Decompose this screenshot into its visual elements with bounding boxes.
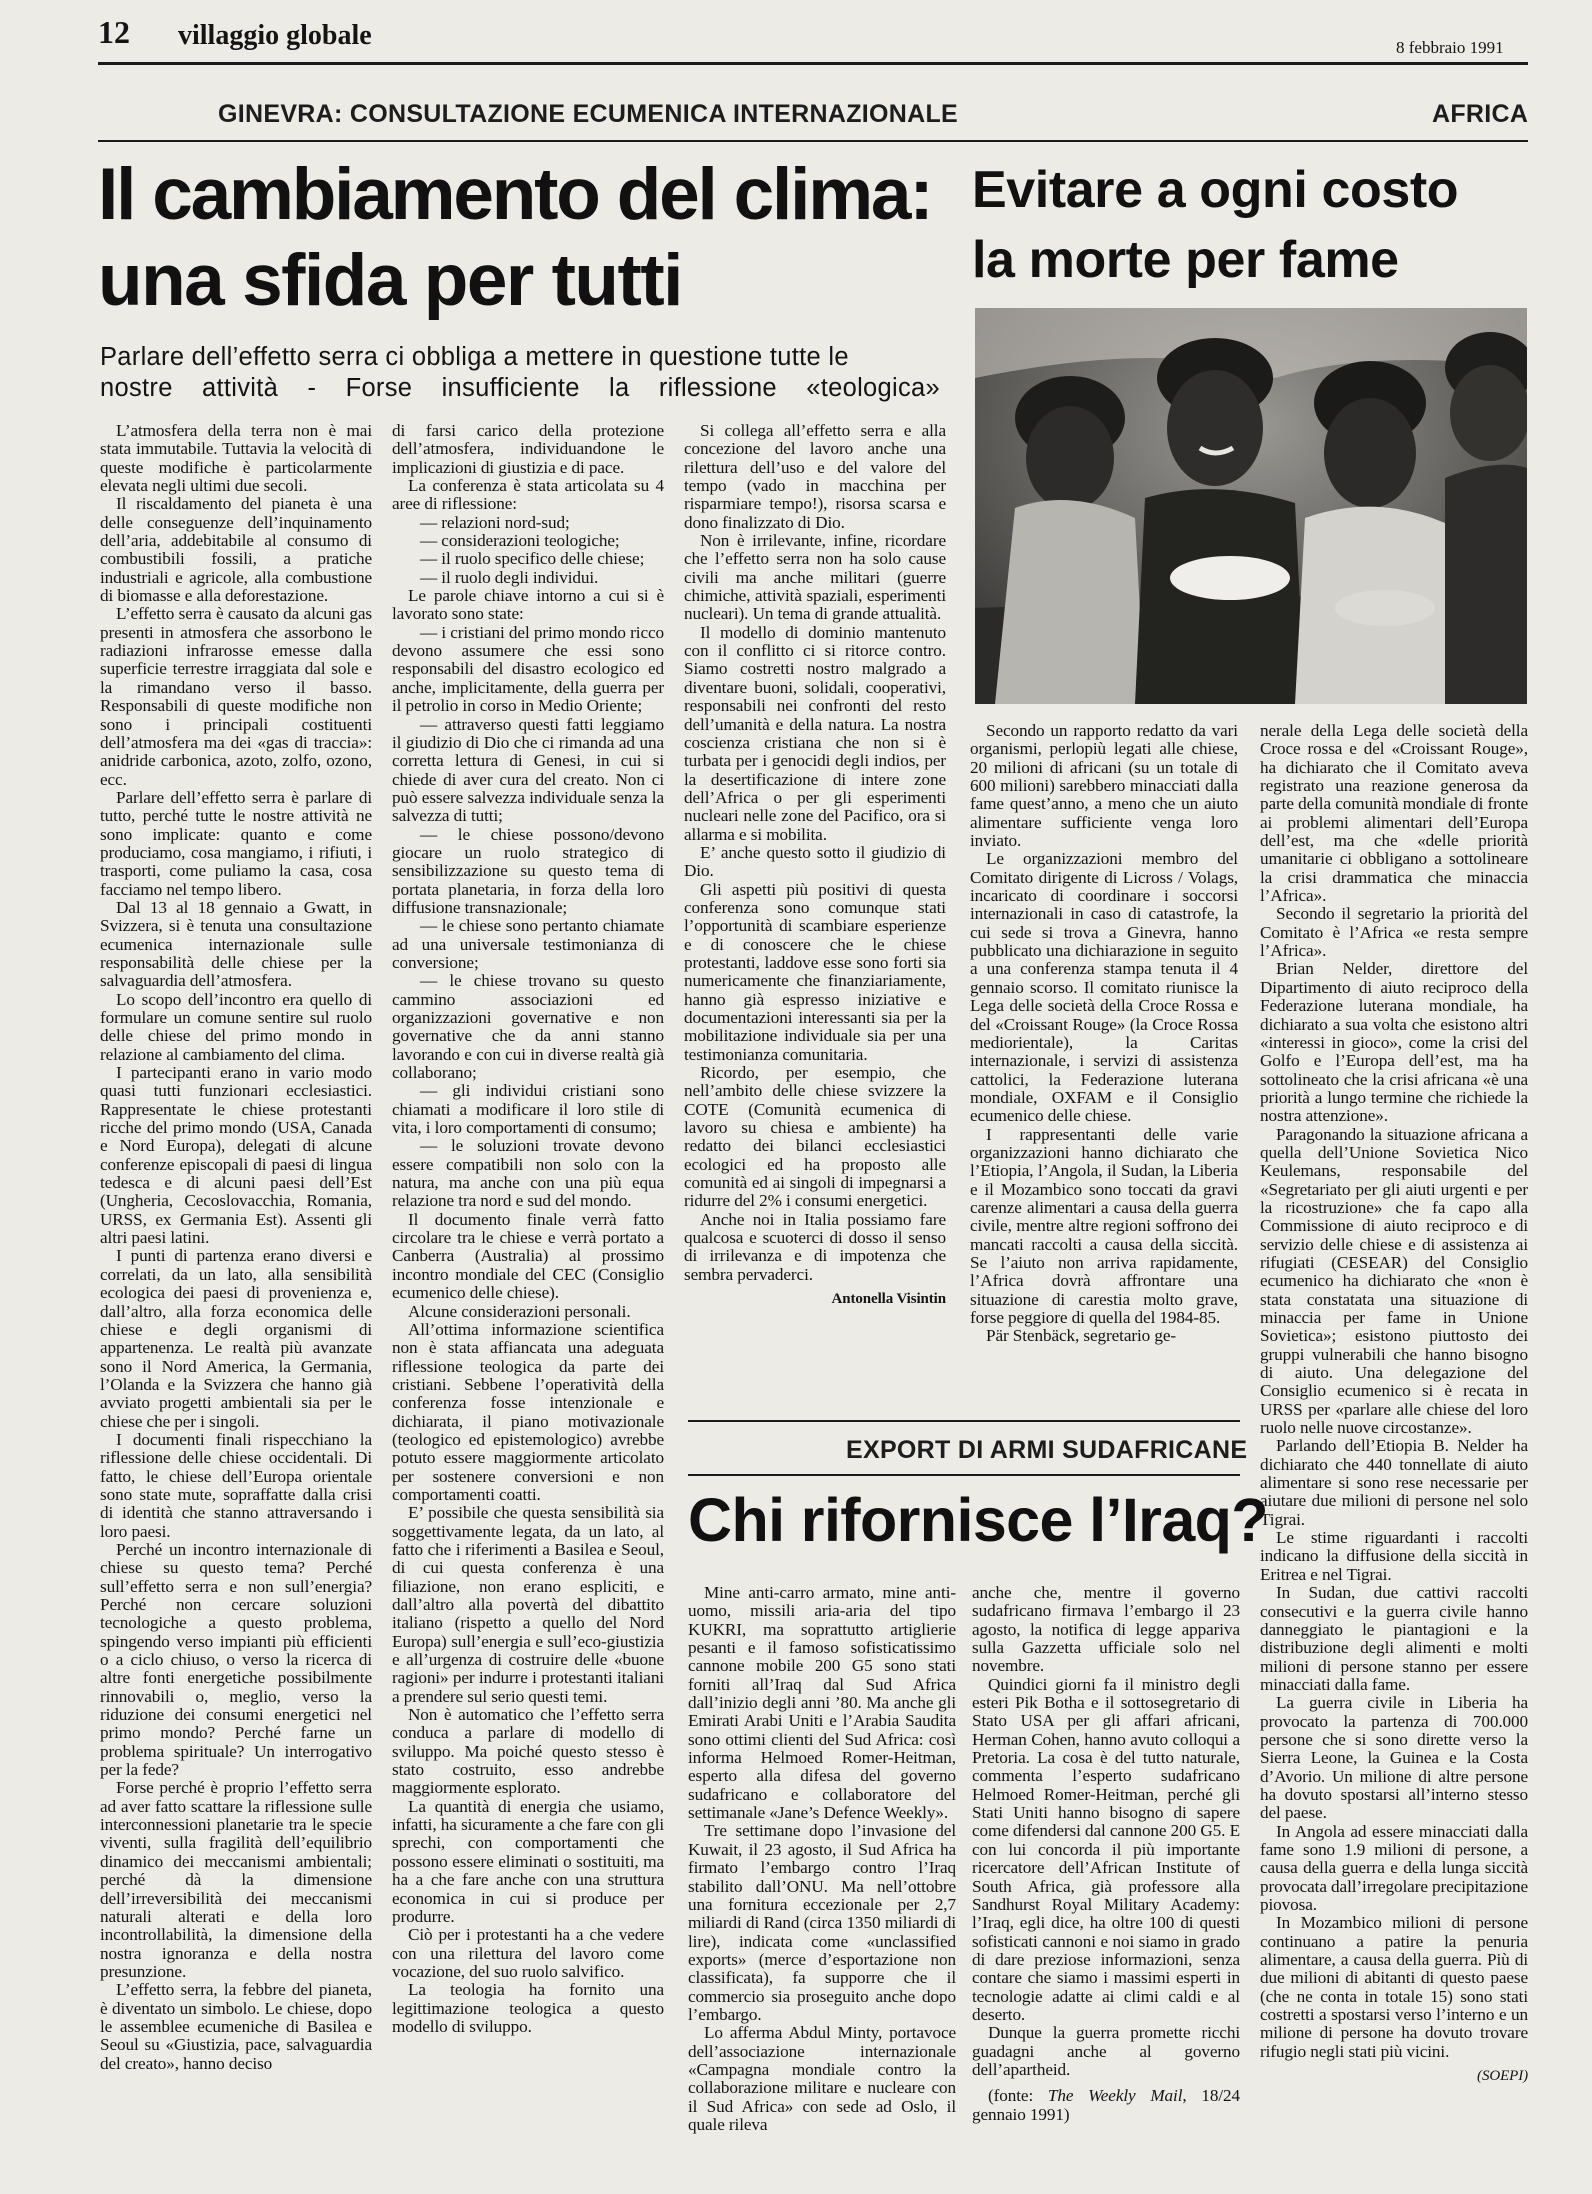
arms-kicker: EXPORT DI ARMI SUDAFRICANE: [846, 1436, 1248, 1464]
paragraph: Mine anti-carro armato, mine anti-uomo, missili aria-aria del tipo KUKRI, ma soprattutto artiglierie pesanti e il famoso sofisticatissimo cannone mobile 200 G5 sono stati forniti all’Iraq dal Sud Africa dall’inizio degli anni ’80. Ma anche gli Emirati Arabi Uniti e l’Arabia Saudita sono ottimi clienti del Sud Africa: così informa Helmoed Romer-Heitman, esperto alla difesa del governo sudafricano e collaboratore del settimanale «Jane’s Defence Weekly».: [688, 1584, 956, 1823]
paragraph: I punti di partenza erano diversi e correlati, da un lato, alla sensibilità ecologica dei paesi di provenienza e, dall’altro, alla forza economica delle chiese e degli organismi di appartenenza. Le realtà più avanzate sono il Nord America, la Germania, l’Olanda e la Svizzera che hanno già avviato progetti ambientali sia per le chiese che per i singoli.: [100, 1246, 372, 1431]
paragraph: Tre settimane dopo l’invasione del Kuwait, il 23 agosto, il Sud Africa ha firmato l’embargo contro l’Iraq stabilito dall’ONU. Ma nell’ottobre una fornitura eccezionale per 2,7 miliardi di Rand (circa 1350 miliardi di lire), indicata come «unclassified exports» (merce d’esportazione non classificata), fa supporre che il commercio sia proseguito anche dopo l’embargo.: [688, 1821, 956, 2024]
paragraph: anche che, mentre il governo sudafricano firmava l’embargo il 23 agosto, la notifica di legge appariva sulla Gazzetta ufficiale solo nel novembre.: [972, 1584, 1240, 1676]
list-item: — considerazioni teologiche;: [420, 531, 620, 551]
left-subhead-line1: Parlare dell’effetto serra ci obbliga a mettere in questione tutte le: [100, 343, 849, 371]
paragraph: Ricordo, per esempio, che nell’ambito delle chiese svizzere la COTE (Comunità ecumenica di lavoro su chiesa e ambiente) ha redatto dei bilanci ecclesiastici ecologici ed ha proposto alle comunità ed ai singoli di impegnarsi a ridurre del 2% i consumi energetici.: [684, 1063, 946, 1211]
paragraph: La teologia ha fornito una legittimazione teologica a questo modello di sviluppo.: [392, 1980, 664, 2036]
paragraph: Le organizzazioni membro del Comitato dirigente di Licross / Volags, incaricato di coordinare i soccorsi internazionali in caso di catastrofe, la cui sede si trova a Ginevra, hanno pubblicato una dichiarazione in seguito a una conferenza stampa tenuta il 4 gennaio scorso. Il comitato riunisce la Lega delle società della Croce Rossa e del «Croissant Rouge» (la Croce Rossa mediorientale), la Caritas internazionale, i servizi di assistenza cattolici, la Federazione luterana mondiale, OXFAM e il Consiglio ecumenico delle chiese.: [970, 849, 1238, 1126]
paragraph: L’effetto serra, la febbre del pianeta, è diventato un simbolo. Le chiese, dopo le assemblee ecumeniche di Basilea e Seoul su «Giustizia, pace, salvaguardia del creato», hanno deciso: [100, 1980, 372, 2073]
right-col-2: [1260, 722, 1528, 2190]
paragraph: Dunque la guerra promette ricchi guadagni anche al governo dell’apartheid.: [972, 2023, 1240, 2079]
paragraph: Lo afferma Abdul Minty, portavoce dell’associazione internazionale «Campagna mondiale contro la collaborazione militare e nucleare con il Sud Africa» con sede ad Oslo, il quale rileva: [688, 2023, 956, 2134]
source-suffix: , 18/24 gennaio 1991): [972, 2086, 1240, 2124]
left-headline-line1: Il cambiamento del clima:: [98, 154, 932, 235]
source-note: [972, 2087, 1240, 2124]
paragraph: Pär Stenbäck, segretario ge-: [986, 1326, 1177, 1346]
paragraph: I rappresentanti delle varie organizzazioni hanno dichiarato che l’Etiopia, l’Angola, il Sudan, la Liberia e il Mozambico sono toccati da gravi carenze alimentari a causa della guerra civile, mentre altre regioni soffrono dei mancati raccolti a causa della siccità. Se l’aiuto non arriva rapidamente, l’Africa dovrà affrontare una situazione di carestia molto grave, forse peggiore di quella del 1984-85.: [970, 1124, 1238, 1327]
paragraph: La guerra civile in Liberia ha provocato la partenza di 700.000 persone che si sono dirette verso la Sierra Leone, la Guinea e la Costa d’Avorio. Un milione di altre persone ha dovuto spostarsi all’interno stesso del paese.: [1260, 1693, 1528, 1823]
paragraph: Il documento finale verrà fatto circolare tra le chiese e verrà portato a Canberra (Australia) al prossimo incontro mondiale del CEC (Consiglio ecumenico delle chiese).: [392, 1209, 664, 1303]
paragraph: Parlando dell’Etiopia B. Nelder ha dichiarato che 440 tonnellate di aiuto alimentare si sono rese necessarie per aiutare due milioni di persone nel solo Tigrai.: [1260, 1436, 1528, 1529]
paragraph: All’ottima informazione scientifica non è stata affiancata una adeguata riflessione teologica da parte dei cristiani. Sebbene l’operatività della conferenza fosse intenzionale e dichiarata, il piano motivazionale (teologico ed epistemologico) avrebbe potuto essere maggiormente articolato per sostenere conversioni e non comportamenti coatti.: [392, 1319, 664, 1504]
arms-col-1: [688, 1584, 956, 2188]
paragraph: Forse perché è proprio l’effetto serra ad aver fatto scattare la riflessione sulle interconnessioni planetarie tra le specie viventi, sulla fragilità dell’equilibrio dinamico dei meccanismi ambientali; perché dà la dimensione dell’irreversibilità dei meccanismi naturali alterati e della loro incontrollabilità, la dimensione della nostra ignoranza e della nostra presunzione.: [100, 1778, 372, 1981]
source-prefix: (fonte:: [988, 2086, 1048, 2106]
paragraph: Le stime riguardanti i raccolti indicano la diffusione della siccità in Eritrea e nel Tigrai.: [1260, 1528, 1528, 1584]
paragraph: Anche noi in Italia possiamo fare qualcosa e scuoterci di dosso il senso di irrilevanza e di impotenza che sembra pervaderci.: [684, 1209, 946, 1284]
paragraph: Parlare dell’effetto serra è parlare di tutto, perché tutte le nostre attività ne sono implicate: quanto e come produciamo, cosa mangiamo, i rifiuti, i trasporti, come puliamo la casa, cosa facciamo nel tempo libero.: [100, 787, 372, 899]
paragraph: La quantità di energia che usiamo, infatti, ha sicuramente a che fare con gli sprechi, con comportamenti che possono essere eliminati o sostituiti, ma ha a che fare anche con una struttura economica in cui si produce per produrre.: [392, 1796, 664, 1926]
paragraph: Perché un incontro internazionale di chiese su questo tema? Perché sull’effetto serra e non sull’energia? Perché non cercare soluzioni tecnologiche a questo problema, spingendo verso impianti più efficienti o a ciclo chiuso, o verso la ricerca di altre fonti energetiche possibilmente rinnovabili o, meglio, verso la riduzione dei consumi energetici nel primo mondo? Perché farne un problema spirituale? Un interrogativo per la fede?: [100, 1539, 372, 1780]
list-item: — il ruolo degli individui.: [420, 567, 599, 587]
right-kicker: AFRICA: [1432, 100, 1529, 128]
page-number: 12: [98, 14, 130, 50]
paragraph: L’atmosfera della terra non è mai stata immutabile. Tuttavia la velocità di queste modifiche è particolarmente elevata negli ultimi due secoli.: [100, 422, 372, 496]
arms-kicker-rule: [688, 1474, 1240, 1476]
left-kicker: GINEVRA: CONSULTAZIONE ECUMENICA INTERNAZIONALE: [218, 100, 959, 128]
paragraph: Alcune considerazioni personali.: [408, 1301, 631, 1321]
paragraph: E’ anche questo sotto il giudizio di Dio.: [684, 842, 946, 881]
children-photo: [975, 308, 1527, 704]
paragraph: Il riscaldamento del pianeta è una delle conseguenze dell’inquinamento dell’aria, addebitabile al consumo di combustibili fossili, a pratiche industriali e agricole, alla combustione di biomasse e alla deforestazione.: [100, 494, 372, 606]
kicker-rule: [98, 140, 1528, 142]
list-item: — attraverso questi fatti leggiamo il giudizio di Dio che ci rimanda ad una corretta lettura di Genesi, in cui si chiede di aver cura del creato. Non ci può essere salvezza individuale senza la salvezza di tutti;: [392, 714, 664, 826]
paragraph: Non è automatico che l’effetto serra conduca a parlare di modello di sviluppo. Ma poiché questo stesso è stato costruito, esso andrebbe maggiormente esplorato.: [392, 1705, 664, 1798]
paragraph: Secondo il segretario la priorità del Comitato è l’Africa «e resta sempre l’Africa».: [1260, 904, 1528, 961]
paragraph: Secondo un rapporto redatto da vari organismi, perlopiù legati alle chiese, 20 milioni di africani (su un totale di 600 milioni) sarebbero minacciati dalla fame quest’anno, a meno che un aiuto alimentare sufficiente venga loro inviato.: [970, 722, 1238, 851]
list-item: — le chiese trovano su questo cammino associazioni ed organizzazioni governative e non governative che da anni stanno lavorando e con cui in diverse realtà già collaborano;: [392, 971, 664, 1083]
paragraph: di farsi carico della protezione dell’atmosfera, individuandone le implicazioni di giustizia e di pace.: [392, 422, 664, 477]
list-item: — le soluzioni trovate devono essere compatibili non solo con la natura, ma anche con una più equa relazione tra nord e sud del mondo.: [392, 1136, 664, 1211]
paragraph: Il modello di dominio mantenuto con il conflitto ci si ritorce contro. Siamo costretti nostro malgrado a diventare buoni, solidali, cooperativi, responsabili nei confronti del resto dell’umanità e della natura. La nostra coscienza cristiana che non si è turbata per i genocidi degli indios, per la desertificazione di intere zone dell’Africa o per gli esperimenti nucleari nelle zone del Pacifico, ora si allarma e si mobilita.: [684, 622, 946, 844]
left-subhead-line2: nostre attività - Forse insufficiente la riflessione «teologica»: [100, 374, 940, 402]
list-item: — le chiese sono pertanto chiamate ad una universale testimonianza di conversione;: [392, 916, 664, 972]
masthead-rule: [98, 62, 1528, 65]
paragraph: nerale della Lega delle società della Croce rossa e del «Croissant Rouge», ha dichiarato che il Comitato aveva registrato una reazione generosa da parte della comunità mondiale di fronte ai problemi alimentari dell’Europa dell’est, ma che «delle priorità umanitarie ci obbligano a sottolineare la crisi drammatica che minaccia l’Africa».: [1260, 722, 1528, 906]
right-headline-line1: Evitare a ogni costo: [972, 161, 1459, 219]
arms-top-rule: [688, 1420, 1240, 1422]
paragraph: Lo scopo dell’incontro era quello di formulare un comune sentire sul ruolo delle chiese del primo mondo in relazione al cambiamento del clima.: [100, 989, 372, 1064]
list-item: — il ruolo specifico delle chiese;: [420, 549, 645, 569]
paragraph: Le parole chiave intorno a cui si è lavorato sono state:: [392, 586, 664, 624]
paragraph: Paragonando la situazione africana a quella dell’Unione Sovietica Nico Keulemans, responsabile del «Segretariato per gli aiuti urgenti e per la ricostruzione» che fa capo alla Commissione di aiuto reciproco e di servizio delle chiese e di assistenza ai rifugiati (CESEAR) del Consiglio ecumenico ha dichiarato che «non è stata constatata una situazione di minaccia per fame in Unione Sovietica»; esistono piuttosto dei gruppi vulnerabili che hanno bisogno di aiuto. Una delegazione del Consiglio ecumenico si è recata in URSS per «parlare alle chiese del loro ruolo nelle nuove circostanze».: [1260, 1124, 1528, 1438]
paragraph: In Sudan, due cattivi raccolti consecutivi e la guerra civile hanno danneggiato le piantagioni e la distribuzione degli alimenti e molti milioni di persone stanno per essere minacciati dalla fame.: [1260, 1583, 1528, 1694]
left-headline-line2: una sfida per tutti: [98, 240, 682, 321]
paragraph: I documenti finali rispecchiano la riflessione delle chiese occidentali. Di fatto, le chiese dell’Europa orientale sono state mute, sopraffatte dalla crisi di identità che stanno attraversando i loro paesi.: [100, 1429, 372, 1541]
paragraph: Dal 13 al 18 gennaio a Gwatt, in Svizzera, si è tenuta una consultazione ecumenica internazionale sulle responsabilità delle chiese per la salvaguardia dell’atmosfera.: [100, 897, 372, 991]
right-col-1: [970, 722, 1238, 1422]
list-item: — le chiese possono/devono giocare un ruolo strategico di sensibilizzazione su questo tema di portata planetaria, in forza della loro diffusione transnazionale;: [392, 824, 664, 917]
paragraph: Non è irrilevante, infine, ricordare che l’effetto serra non ha solo cause civili ma anche militari (guerre chimiche, attività spaziali, esperimenti nucleari). Un tema di grande attualità.: [684, 531, 946, 624]
source-signature: (SOEPI): [1477, 2068, 1528, 2085]
list-item: — relazioni nord-sud;: [420, 512, 570, 532]
paragraph: Si collega all’effetto serra e alla concezione del lavoro anche una rilettura dell’uso e del valore del tempo (vado in macchina per risparmiare tempo!), risorsa scarsa e dono finalizzato di Dio.: [684, 422, 946, 532]
right-headline-line2: la morte per fame: [972, 231, 1399, 289]
paragraph: I partecipanti erano in vario modo quasi tutti funzionari ecclesiastici. Rappresentate le chiese protestanti ricche del primo mondo (USA, Canada e Nord Europa), delegati di alcune conferenze episcopali di paesi di lingua tedesca e di alcuni paesi dell’Est (Ungheria, Cecoslovacchia, Romania, URSS, ex Germania Est). Assenti gli altri paesi latini.: [100, 1063, 372, 1248]
list-item: — i cristiani del primo mondo ricco devono assumere che essi sono responsabili del disastro ecologico ed anche, implicitamente, della guerra per il petrolio in corso in Medio Oriente;: [392, 622, 664, 716]
paragraph: L’effetto serra è causato da alcuni gas presenti in atmosfera che assorbono le radiazioni infrarosse emesse dalla superficie terrestre irraggiata dal sole e la rimandano verso il basso. Responsabili di queste modifiche non sono i principali costituenti dell’atmosfera ma dei «gas di traccia»: anidride carbonica, azoto, zolfo, ozono, ecc.: [100, 604, 372, 789]
arms-col-2: [972, 1584, 1240, 2188]
paragraph: In Mozambico milioni di persone continuano a patire la penuria alimentare, a causa della guerra. Più di due milioni di abitanti di questo paese (che ne conta in totale 15) sono stati costretti a spostarsi verso l’interno e un milione di persone ha dovuto trovare rifugio negli stati più vicini.: [1260, 1913, 1528, 2061]
paragraph: Ciò per i protestanti ha a che vedere con una rilettura del lavoro come vocazione, del suo ruolo salvifico.: [392, 1925, 664, 1981]
paragraph: La conferenza è stata articolata su 4 aree di riflessione:: [392, 476, 664, 514]
left-col-1: [100, 422, 372, 2190]
paragraph: Quindici giorni fa il ministro degli esteri Pik Botha e il sottosegretario di Stato USA per gli affari africani, Herman Cohen, hanno avuto colloqui a Pretoria. La cosa è del tutto naturale, commenta l’esperto sudafricano Helmoed Romer-Heitman, perché gli Stati Uniti hanno bisogno di sapere come difendersi dal cannone 200 G5. E con lui concorda il più importante ricercatore dell’African Institute of South Africa, già professore alla Sandhurst Royal Military Academy: l’Iraq, egli dice, ha oltre 100 di questi sofisticati cannoni e noi siamo in grado di dare preziose informazioni, senza contare che siamo i massimi esperti in tecnologie adatte ai climi caldi e al deserto.: [972, 1674, 1240, 2024]
children-photo-illustration: [975, 308, 1527, 704]
paragraph: Gli aspetti più positivi di questa conferenza sono comunque stati l’opportunità di scambiare esperienze e di conoscere che le chiese protestanti, laddove esse sono forti sia numericamente che finanziariamente, hanno già espresso iniziative e documentazioni interessanti sia per la mobilitazione individuale sia per una testimonianza comunitaria.: [684, 879, 946, 1064]
left-col-3: [684, 422, 946, 1392]
list-item: — gli individui cristiani sono chiamati a modificare il loro stile di vita, i loro comportamenti di consumo;: [392, 1081, 664, 1138]
paragraph: E’ possibile che questa sensibilità sia soggettivamente legata, da un lato, al fatto che i riferimenti a Basilea e Seoul, di cui questa conferenza è una filiazione, non erano espliciti, e dall’altro alla povertà del dibattito italiano (rispetto a quello del Nord Europa) sull’energia e sull’eco-giustizia e all’urgenza di costruire delle «buone ragioni» per indurre i protestanti italiani a prendere sul serio questi temi.: [392, 1503, 664, 1706]
paragraph: In Angola ad essere minacciati dalla fame sono 1.9 milioni di persone, a causa della guerra e della lunga siccità provocata dall’irregolare precipitazione piovosa.: [1260, 1821, 1528, 1914]
author-signature: Antonella Visintin: [831, 1291, 946, 1308]
paragraph: Brian Nelder, direttore del Dipartimento di aiuto reciproco della Federazione luterana mondiale, ha dichiarato a sua volta che esistono altri «interessi in gioco», come la crisi del Golfo e l’Europa dell’est, ma ha sottolineato che la crisi africana «è una priorità a lungo termine che richiede la nostra attenzione».: [1260, 959, 1528, 1126]
arms-headline: Chi rifornisce l’Iraq?: [688, 1486, 1268, 1554]
source-title: The Weekly Mail: [1047, 2086, 1183, 2106]
left-col-2: [392, 422, 664, 2190]
paper-name: villaggio globale: [178, 20, 372, 51]
issue-date: 8 febbraio 1991: [1396, 38, 1504, 57]
